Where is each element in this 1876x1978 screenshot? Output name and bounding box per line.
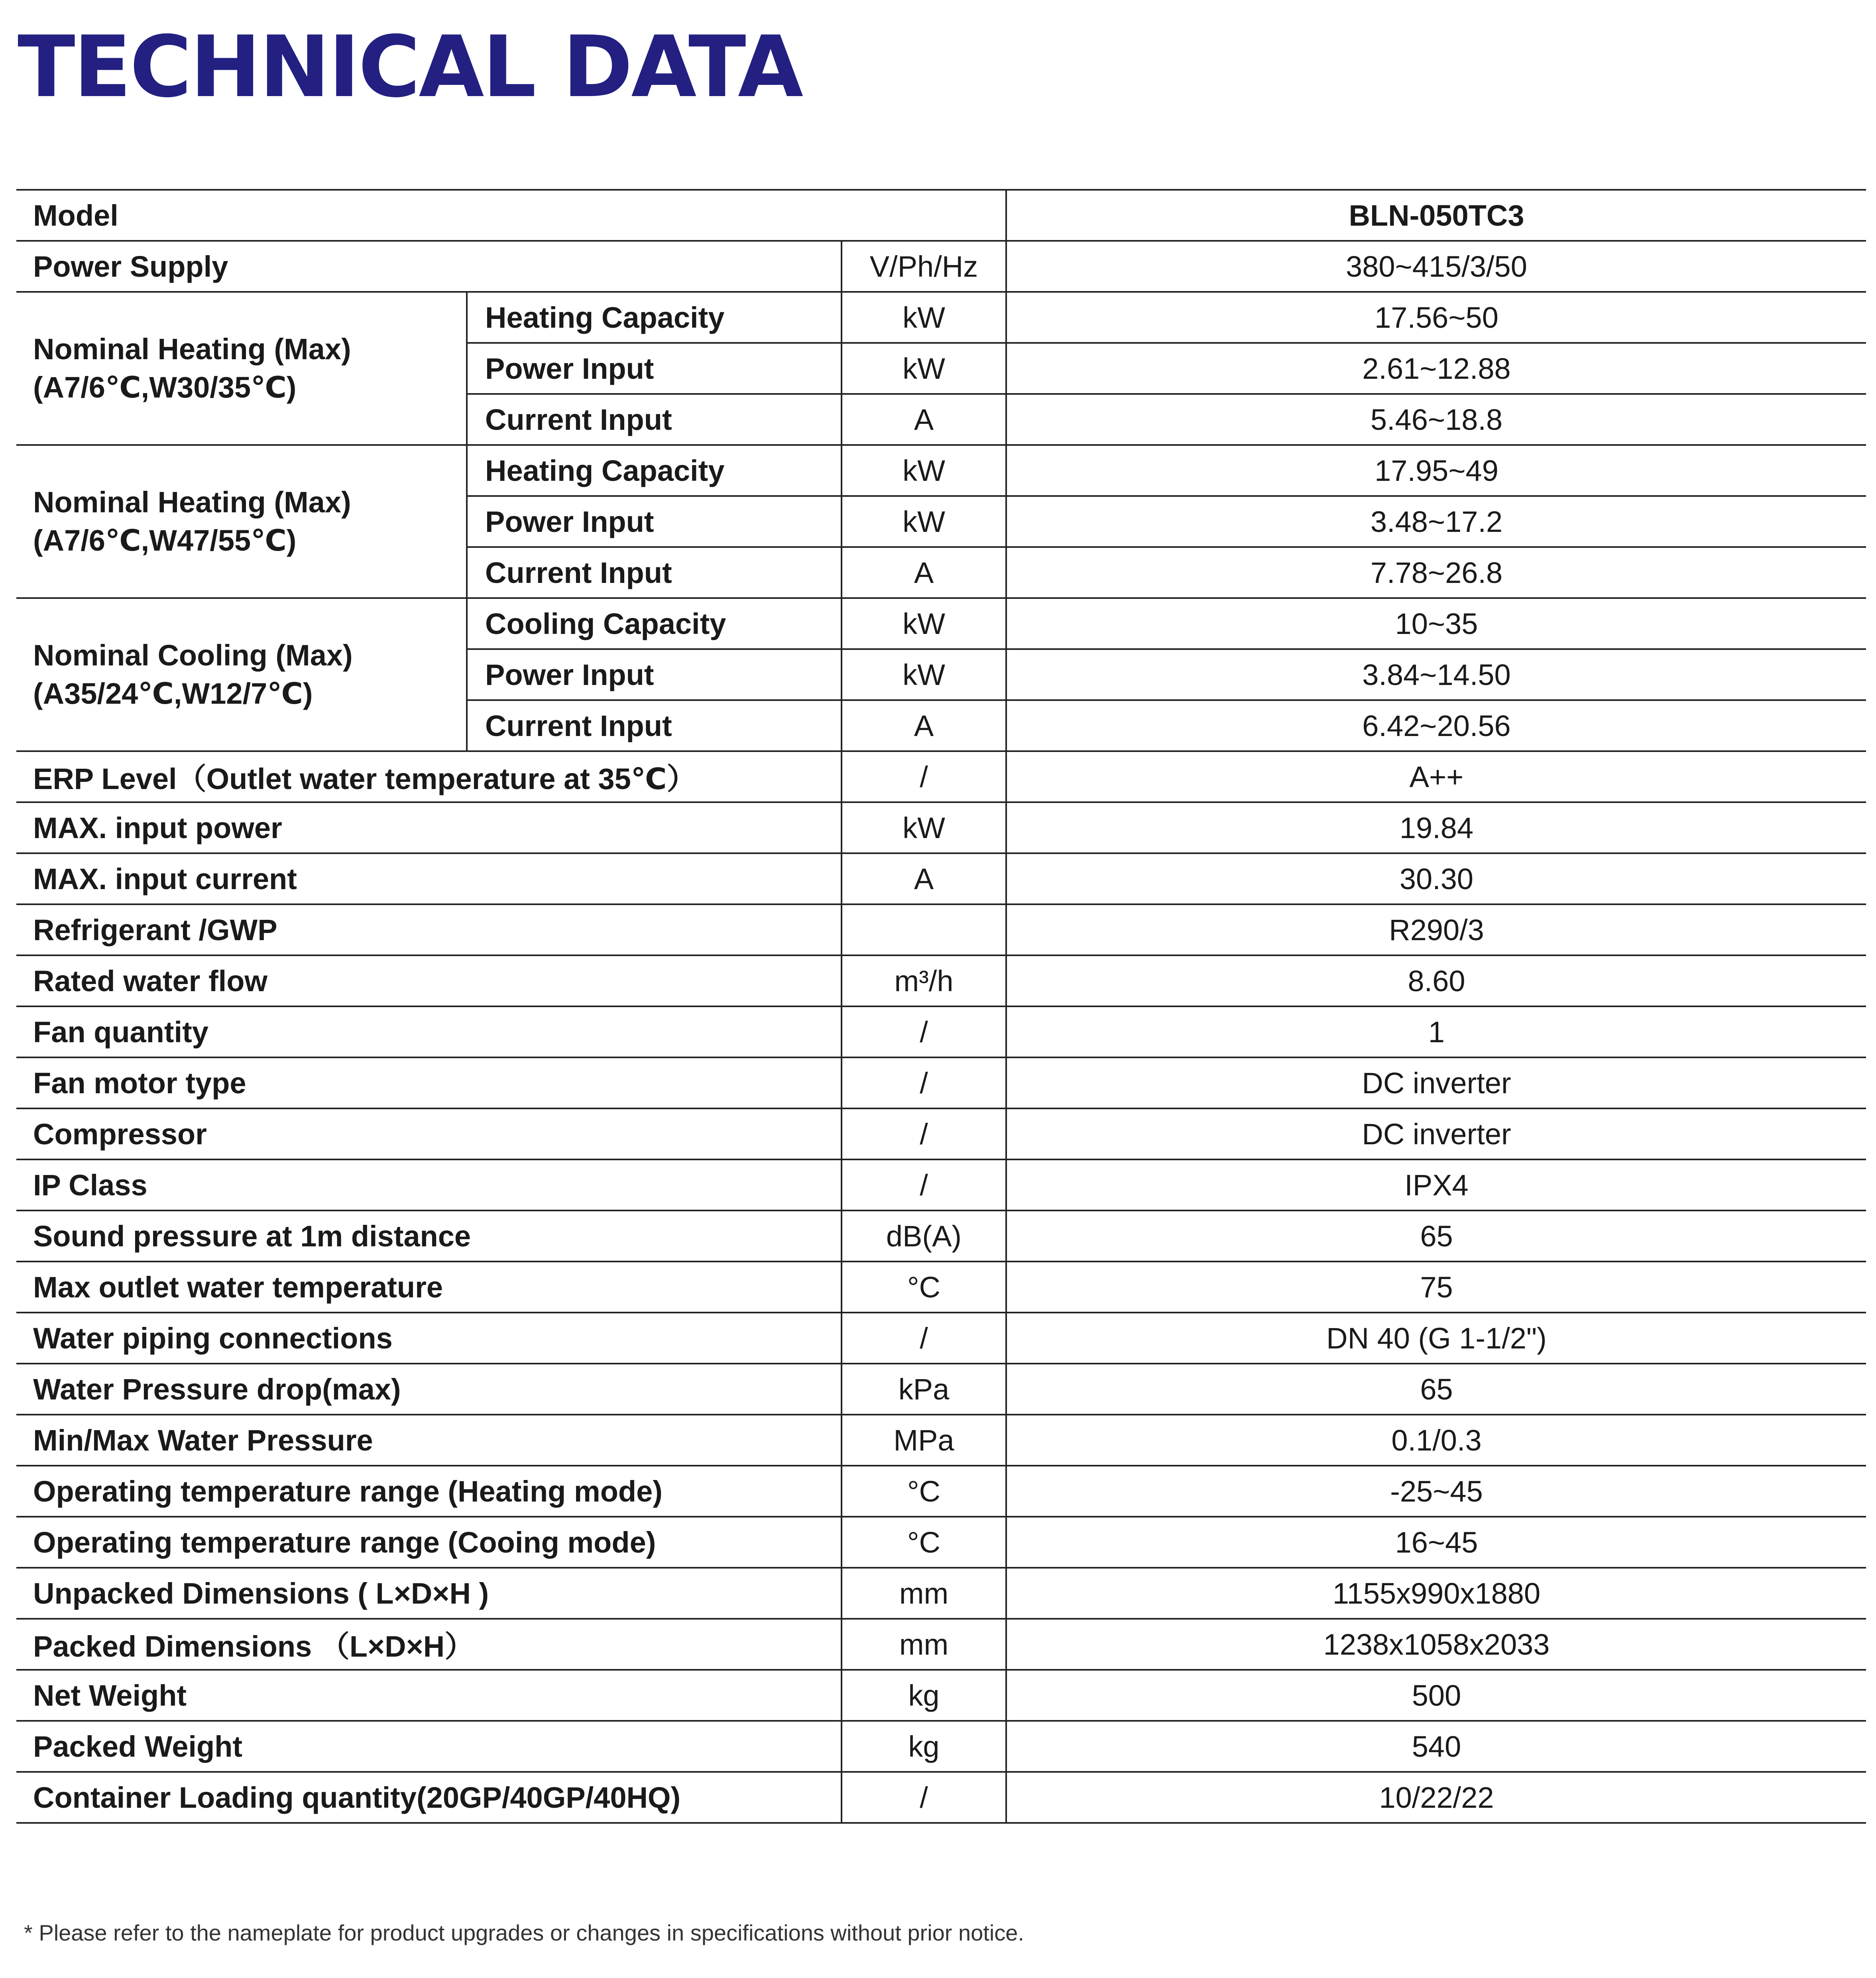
table-row [16, 1057, 1866, 1108]
value-cell: 2.61~12.88 [1006, 343, 1866, 394]
table-row [16, 1415, 1866, 1466]
table-row [16, 292, 1866, 343]
table-row [16, 1568, 1866, 1619]
value-cell: 75 [1006, 1262, 1866, 1313]
table-row [16, 751, 1866, 802]
unit-cell: kg [842, 1670, 1006, 1721]
table-row [16, 1364, 1866, 1415]
group-label [16, 292, 467, 445]
model-label: Model [16, 190, 1006, 241]
table-row [16, 1670, 1866, 1721]
value-cell: 6.42~20.56 [1006, 700, 1866, 751]
value-cell: 3.84~14.50 [1006, 649, 1866, 700]
parameter-label: Fan motor type [16, 1057, 842, 1108]
table-row [16, 955, 1866, 1006]
unit-cell: / [842, 751, 1006, 802]
group-label-line1: Nominal Heating (Max) [33, 332, 351, 366]
unit-cell: A [842, 700, 1006, 751]
value-cell: 5.46~18.8 [1006, 394, 1866, 445]
unit-cell: kW [842, 649, 1006, 700]
table-row [16, 1721, 1866, 1772]
group-label-line1: Nominal Heating (Max) [33, 485, 351, 519]
table-row [16, 598, 1866, 649]
group-label-line1: Nominal Cooling (Max) [33, 638, 353, 672]
unit-cell: A [842, 547, 1006, 598]
sub-parameter-label: Power Input [467, 496, 842, 547]
value-cell: 540 [1006, 1721, 1866, 1772]
parameter-label: Water Pressure drop(max) [16, 1364, 842, 1415]
unit-cell: kW [842, 598, 1006, 649]
table-row [16, 445, 1866, 496]
parameter-label: Operating temperature range (Heating mode) [16, 1466, 842, 1517]
unit-cell: kW [842, 496, 1006, 547]
unit-cell: dB(A) [842, 1210, 1006, 1262]
unit-cell: kW [842, 445, 1006, 496]
table-row [16, 1262, 1866, 1313]
footnote: * Please refer to the nameplate for product upgrades or changes in specifications without prior notice. [24, 1920, 1024, 1945]
table-row [16, 1006, 1866, 1057]
value-cell: 65 [1006, 1210, 1866, 1262]
value-cell: 19.84 [1006, 802, 1866, 853]
unit-cell: A [842, 394, 1006, 445]
table-row-model [16, 190, 1866, 241]
unit-cell: / [842, 1006, 1006, 1057]
unit-cell: m³/h [842, 955, 1006, 1006]
sub-parameter-label: Current Input [467, 700, 842, 751]
group-label-line2: (A7/6℃,W30/35℃) [33, 371, 297, 404]
parameter-label: IP Class [16, 1159, 842, 1210]
sub-parameter-label: Current Input [467, 547, 842, 598]
parameter-label: MAX. input current [16, 853, 842, 904]
group-label [16, 598, 467, 751]
parameter-label: Sound pressure at 1m distance [16, 1210, 842, 1262]
parameter-label: Net Weight [16, 1670, 842, 1721]
value-cell: 30.30 [1006, 853, 1866, 904]
sub-parameter-label: Power Input [467, 343, 842, 394]
model-value: BLN-050TC3 [1006, 190, 1866, 241]
parameter-label: Compressor [16, 1108, 842, 1159]
unit-cell [842, 904, 1006, 955]
table-row [16, 1772, 1866, 1823]
sub-parameter-label: Heating Capacity [467, 292, 842, 343]
page-title: TECHNICAL DATA [18, 18, 802, 116]
value-cell: -25~45 [1006, 1466, 1866, 1517]
parameter-label: Rated water flow [16, 955, 842, 1006]
parameter-label: Unpacked Dimensions ( L×D×H ) [16, 1568, 842, 1619]
parameter-label: Operating temperature range (Cooing mode) [16, 1517, 842, 1568]
value-cell: A++ [1006, 751, 1866, 802]
table-row [16, 1108, 1866, 1159]
value-cell: 7.78~26.8 [1006, 547, 1866, 598]
unit-cell: kW [842, 802, 1006, 853]
group-label [16, 445, 467, 598]
table-row [16, 904, 1866, 955]
value-cell: 10/22/22 [1006, 1772, 1866, 1823]
value-cell: DC inverter [1006, 1108, 1866, 1159]
parameter-label: Fan quantity [16, 1006, 842, 1057]
table-row [16, 1313, 1866, 1364]
unit-cell: A [842, 853, 1006, 904]
parameter-label: Water piping connections [16, 1313, 842, 1364]
unit-cell: mm [842, 1619, 1006, 1670]
power-supply-value: 380~415/3/50 [1006, 241, 1866, 292]
sub-parameter-label: Cooling Capacity [467, 598, 842, 649]
power-supply-unit: V/Ph/Hz [842, 241, 1006, 292]
sub-parameter-label: Current Input [467, 394, 842, 445]
spec-table-body [16, 190, 1866, 1823]
sub-parameter-label: Heating Capacity [467, 445, 842, 496]
unit-cell: °C [842, 1262, 1006, 1313]
parameter-label: MAX. input power [16, 802, 842, 853]
parameter-label: Min/Max Water Pressure [16, 1415, 842, 1466]
value-cell: 8.60 [1006, 955, 1866, 1006]
value-cell: 65 [1006, 1364, 1866, 1415]
unit-cell: / [842, 1159, 1006, 1210]
value-cell: R290/3 [1006, 904, 1866, 955]
table-row [16, 1619, 1866, 1670]
unit-cell: kW [842, 292, 1006, 343]
value-cell: DN 40 (G 1-1/2") [1006, 1313, 1866, 1364]
table-row [16, 1517, 1866, 1568]
power-supply-label: Power Supply [16, 241, 842, 292]
value-cell: 3.48~17.2 [1006, 496, 1866, 547]
group-label-line2: (A35/24℃,W12/7℃) [33, 677, 313, 710]
unit-cell: mm [842, 1568, 1006, 1619]
unit-cell: / [842, 1313, 1006, 1364]
table-row [16, 853, 1866, 904]
unit-cell: kW [842, 343, 1006, 394]
spec-table [16, 189, 1866, 1824]
parameter-label: Packed Weight [16, 1721, 842, 1772]
value-cell: 1238x1058x2033 [1006, 1619, 1866, 1670]
table-row [16, 802, 1866, 853]
table-row [16, 1159, 1866, 1210]
unit-cell: °C [842, 1517, 1006, 1568]
parameter-label: Refrigerant /GWP [16, 904, 842, 955]
unit-cell: / [842, 1108, 1006, 1159]
parameter-label: Packed Dimensions （L×D×H） [16, 1619, 842, 1670]
unit-cell: / [842, 1057, 1006, 1108]
sub-parameter-label: Power Input [467, 649, 842, 700]
value-cell: 17.56~50 [1006, 292, 1866, 343]
unit-cell: °C [842, 1466, 1006, 1517]
parameter-label: Max outlet water temperature [16, 1262, 842, 1313]
unit-cell: MPa [842, 1415, 1006, 1466]
value-cell: IPX4 [1006, 1159, 1866, 1210]
value-cell: 500 [1006, 1670, 1866, 1721]
unit-cell: kPa [842, 1364, 1006, 1415]
unit-cell: / [842, 1772, 1006, 1823]
value-cell: 0.1/0.3 [1006, 1415, 1866, 1466]
value-cell: DC inverter [1006, 1057, 1866, 1108]
parameter-label: ERP Level（Outlet water temperature at 35℃） [16, 751, 842, 802]
unit-cell: kg [842, 1721, 1006, 1772]
group-label-line2: (A7/6℃,W47/55℃) [33, 524, 297, 557]
parameter-label: Container Loading quantity(20GP/40GP/40HQ) [16, 1772, 842, 1823]
value-cell: 10~35 [1006, 598, 1866, 649]
value-cell: 1155x990x1880 [1006, 1568, 1866, 1619]
table-row-power-supply [16, 241, 1866, 292]
value-cell: 1 [1006, 1006, 1866, 1057]
table-row [16, 1210, 1866, 1262]
table-row [16, 1466, 1866, 1517]
value-cell: 16~45 [1006, 1517, 1866, 1568]
value-cell: 17.95~49 [1006, 445, 1866, 496]
